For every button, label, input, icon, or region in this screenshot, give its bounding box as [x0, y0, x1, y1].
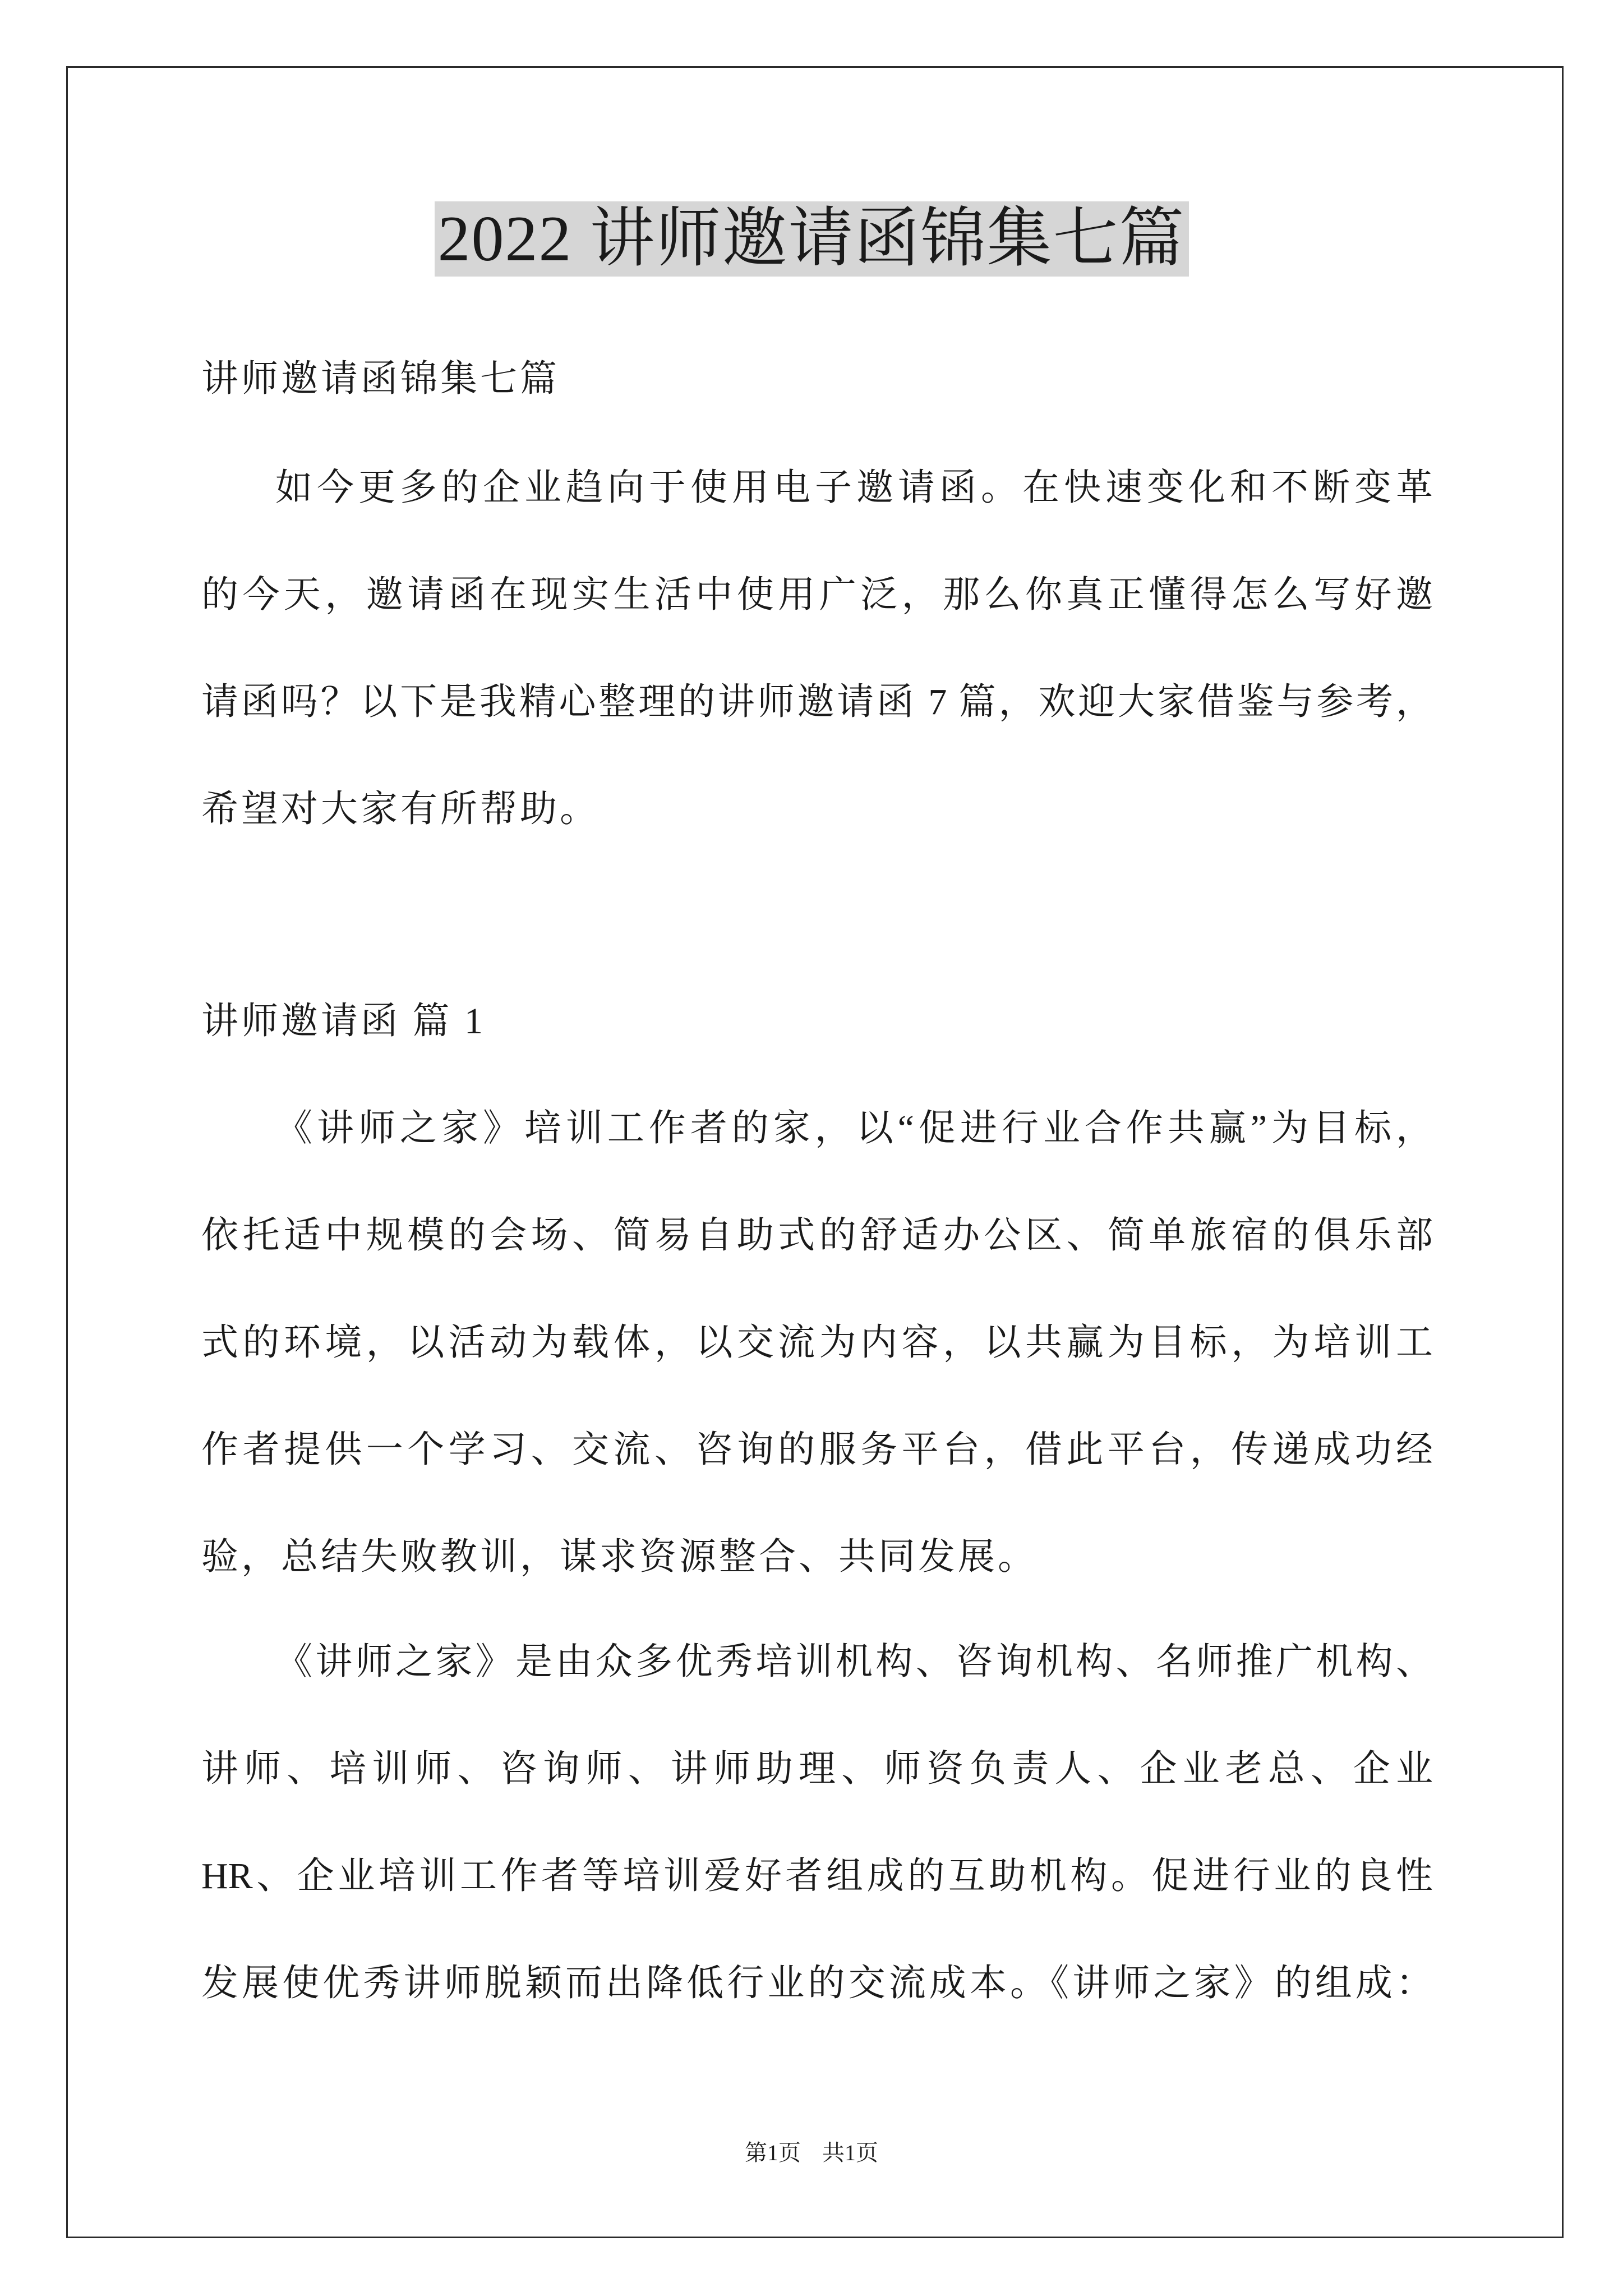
- section-heading: 讲师邀请函 篇 1: [201, 1001, 486, 1042]
- page-number: 第1页: [745, 2140, 801, 2165]
- paragraph-line: 《讲师之家》培训工作者的家，以“促进行业合作共赢”为目标，: [275, 1108, 1433, 1149]
- paragraph-line: 讲师、培训师、咨询师、讲师助理、师资负责人、企业老总、企业: [201, 1749, 1433, 1789]
- paragraph-line: 依托适中规模的会场、简易自助式的舒适办公区、简单旅宿的俱乐部: [201, 1215, 1433, 1256]
- paragraph-line: 验，总结失败教训，谋求资源整合、共同发展。: [201, 1536, 1038, 1577]
- title-row: [0, 201, 1623, 277]
- paragraph-line: 《讲师之家》是由众多优秀培训机构、咨询机构、名师推广机构、: [275, 1641, 1433, 1682]
- document-subtitle: 讲师邀请函锦集七篇: [201, 358, 560, 399]
- paragraph-line: HR、企业培训工作者等培训爱好者组成的互助机构。促进行业的良性: [201, 1856, 1433, 1897]
- paragraph-line: 式的环境，以活动为载体，以交流为内容，以共赢为目标，为培训工: [201, 1322, 1433, 1363]
- paragraph-line: 如今更多的企业趋向于使用电子邀请函。在快速变化和不断变革: [275, 467, 1433, 508]
- document-title: 2022 讲师邀请函锦集七篇: [435, 201, 1189, 277]
- paragraph-line: 的今天，邀请函在现实生活中使用广泛，那么你真正懂得怎么写好邀: [201, 574, 1433, 615]
- paragraph-line: 作者提供一个学习、交流、咨询的服务平台，借此平台，传递成功经: [201, 1429, 1433, 1470]
- page-total: 共1页: [822, 2140, 878, 2165]
- paragraph-line: 希望对大家有所帮助。: [201, 789, 600, 830]
- paragraph-line: 请函吗？以下是我精心整理的讲师邀请函 7 篇，欢迎大家借鉴与参考，: [201, 682, 1433, 723]
- paragraph-line: 发展使优秀讲师脱颖而出降低行业的交流成本。《讲师之家》的组成：: [201, 1963, 1433, 2004]
- page-footer: [0, 2136, 1623, 2170]
